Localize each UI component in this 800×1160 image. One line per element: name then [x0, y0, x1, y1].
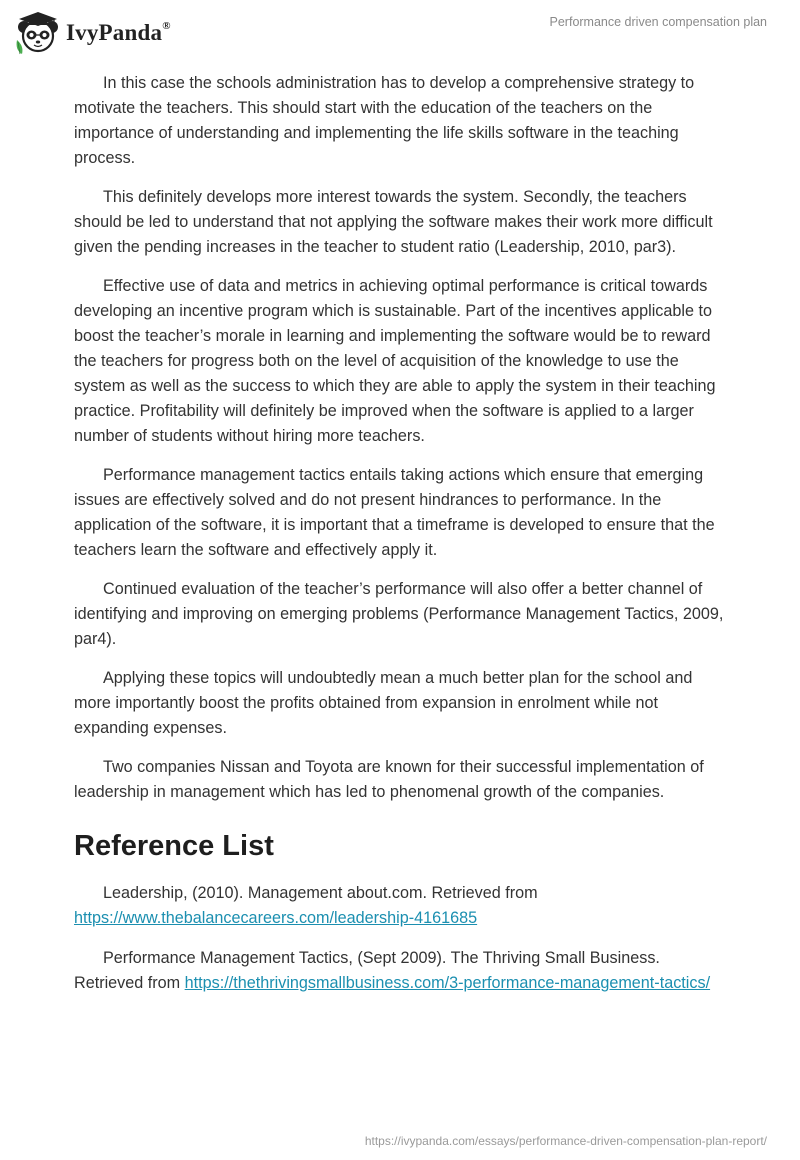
page-header	[0, 0, 800, 72]
paragraph: Performance management tactics entails taking actions which ensure that emerging issues are effectively solved and do not present hindrances to performance. In the application of the software, it is important that a timeframe is developed to ensure that the teachers learn the software and effectively apply it.	[74, 466, 715, 559]
reference-link[interactable]: https://thethrivingsmallbusiness.com/3-performance-management-tactics/	[184, 974, 711, 992]
reference-item	[74, 881, 726, 931]
logo-text: IvyPanda	[66, 20, 163, 45]
registered-mark: ®	[162, 20, 171, 33]
ivypanda-logo[interactable]	[14, 8, 171, 58]
panda-graduation-cap-icon	[14, 10, 62, 56]
reference-text: Leadership, (2010). Management about.com. Retrieved from	[103, 884, 538, 902]
footer-source-url[interactable]: https://ivypanda.com/essays/performance-driven-compensation-plan-report/	[364, 1134, 767, 1148]
logo-wordmark	[66, 20, 171, 46]
paragraph: Applying these topics will undoubtedly mean a much better plan for the school and more importantly boost the profits obtained from expansion in enrolment while not expanding expenses.	[74, 669, 693, 737]
essay-content	[74, 71, 726, 1011]
document-title: Performance driven compensation plan	[549, 15, 767, 29]
paragraph: In this case the schools administration has to develop a comprehensive strategy to motivate the teachers. This should start with the education of the teachers on the importance of understanding and implementing the life skills software in the teaching process.	[74, 74, 695, 167]
paragraph: Two companies Nissan and Toyota are known for their successful implementation of leadership in management which has led to phenomenal growth of the companies.	[74, 758, 704, 801]
paragraph: Continued evaluation of the teacher’s performance will also offer a better channel of identifying and improving on emerging problems (Performance Management Tactics, 2009, par4).	[74, 580, 724, 648]
reference-list-heading: Reference List	[74, 830, 274, 862]
paragraph: This definitely develops more interest towards the system. Secondly, the teachers should be led to understand that not applying the software makes their work more difficult given the pending increases in the teacher to student ratio (Leadership, 2010, par3).	[74, 188, 713, 256]
reference-item	[74, 946, 726, 996]
reference-text: Performance Management Tactics, (Sept 2009). The Thriving Small Business. Retrieved from	[74, 949, 660, 992]
reference-link[interactable]: https://www.thebalancecareers.com/leadership-4161685	[74, 909, 478, 927]
paragraph: Effective use of data and metrics in achieving optimal performance is critical towards developing an incentive program which is sustainable. Part of the incentives applicable to boost the teacher’s morale in learning and implementing the software would be to reward the teachers for progress both on the level of acquisition of the knowledge to use the system as well as the success to which they are able to apply the system in their teaching practice. Profitability will definitely be improved when the software is applied to a larger number of students without hiring more teachers.	[74, 277, 716, 445]
